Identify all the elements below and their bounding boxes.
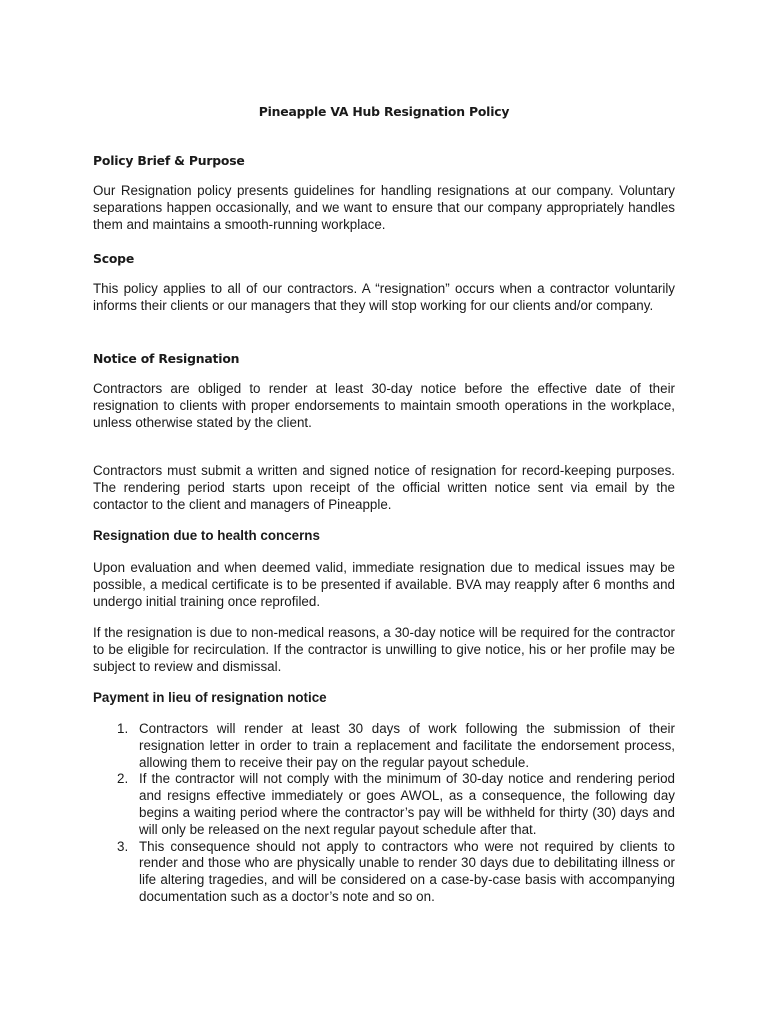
list-item-number: 1. [117,721,129,736]
paragraph-notice-1: Contractors are obliged to render at least 30-day notice before the effective date of their resignation to clients with proper endorsements to maintain smooth operations in the workplace, unless otherwise stated by the client. [93,381,675,430]
list-item [93,721,675,771]
paragraph-policy-brief: Our Resignation policy presents guidelines for handling resignations at our company. Voluntary separations happen occasionally, and we want to ensure that our company appropriately handles them and maintains a smooth-running workplace. [93,183,675,232]
list-item-number: 2. [117,771,129,787]
list-item-number: 3. [117,838,129,854]
heading-health-concerns: Resignation due to health concerns [93,528,320,543]
paragraph-health-1: Upon evaluation and when deemed valid, immediate resignation due to medical issues may be possible, a medical certificate is to be presented if available. BVA may reapply after 6 months and undergo initial training once reprofiled. [93,560,675,609]
paragraph-health-2: If the resignation is due to non-medical reasons, a 30-day notice will be required for the contractor to be eligible for recirculation. If the contractor is unwilling to give notice, his or her profile may be subject to review and dismissal. [93,625,675,674]
heading-payment-in-lieu: Payment in lieu of resignation notice [93,690,327,705]
payment-list [93,721,675,906]
heading-policy-brief: Policy Brief & Purpose [93,153,245,168]
list-item-text: If the contractor will not comply with the minimum of 30-day notice and rendering period and resigns effective immediately or goes AWOL, as a consequence, the following day begins a waiting period where the contractor’s pay will be withheld for thirty (30) days and will only be released on the next regular payout schedule after that. [139,771,675,837]
paragraph-notice-2: Contractors must submit a written and signed notice of resignation for record-keeping purposes. The rendering period starts upon receipt of the official written notice sent via email by the contactor to the client and managers of Pineapple. [93,463,675,512]
list-item [93,839,675,906]
heading-scope: Scope [93,251,135,266]
document-title: Pineapple VA Hub Resignation Policy [258,104,510,119]
list-item [93,771,675,838]
paragraph-scope: This policy applies to all of our contractors. A “resignation” occurs when a contractor voluntarily informs their clients or our managers that they will stop working for our clients and/or company. [93,281,675,313]
list-item-text: Contractors will render at least 30 days of work following the submission of their resignation letter in order to train a replacement and facilitate the endorsement process, allowing them to receive their pay on the regular payout schedule. [139,721,675,770]
heading-notice-of-resignation: Notice of Resignation [93,351,240,366]
list-item-text: This consequence should not apply to contractors who were not required by clients to render and those who are physically unable to render 30 days due to debilitating illness or life altering tragedies, and will be considered on a case-by-case basis with accompanying documentation such as a doctor’s note and so on. [139,838,675,904]
